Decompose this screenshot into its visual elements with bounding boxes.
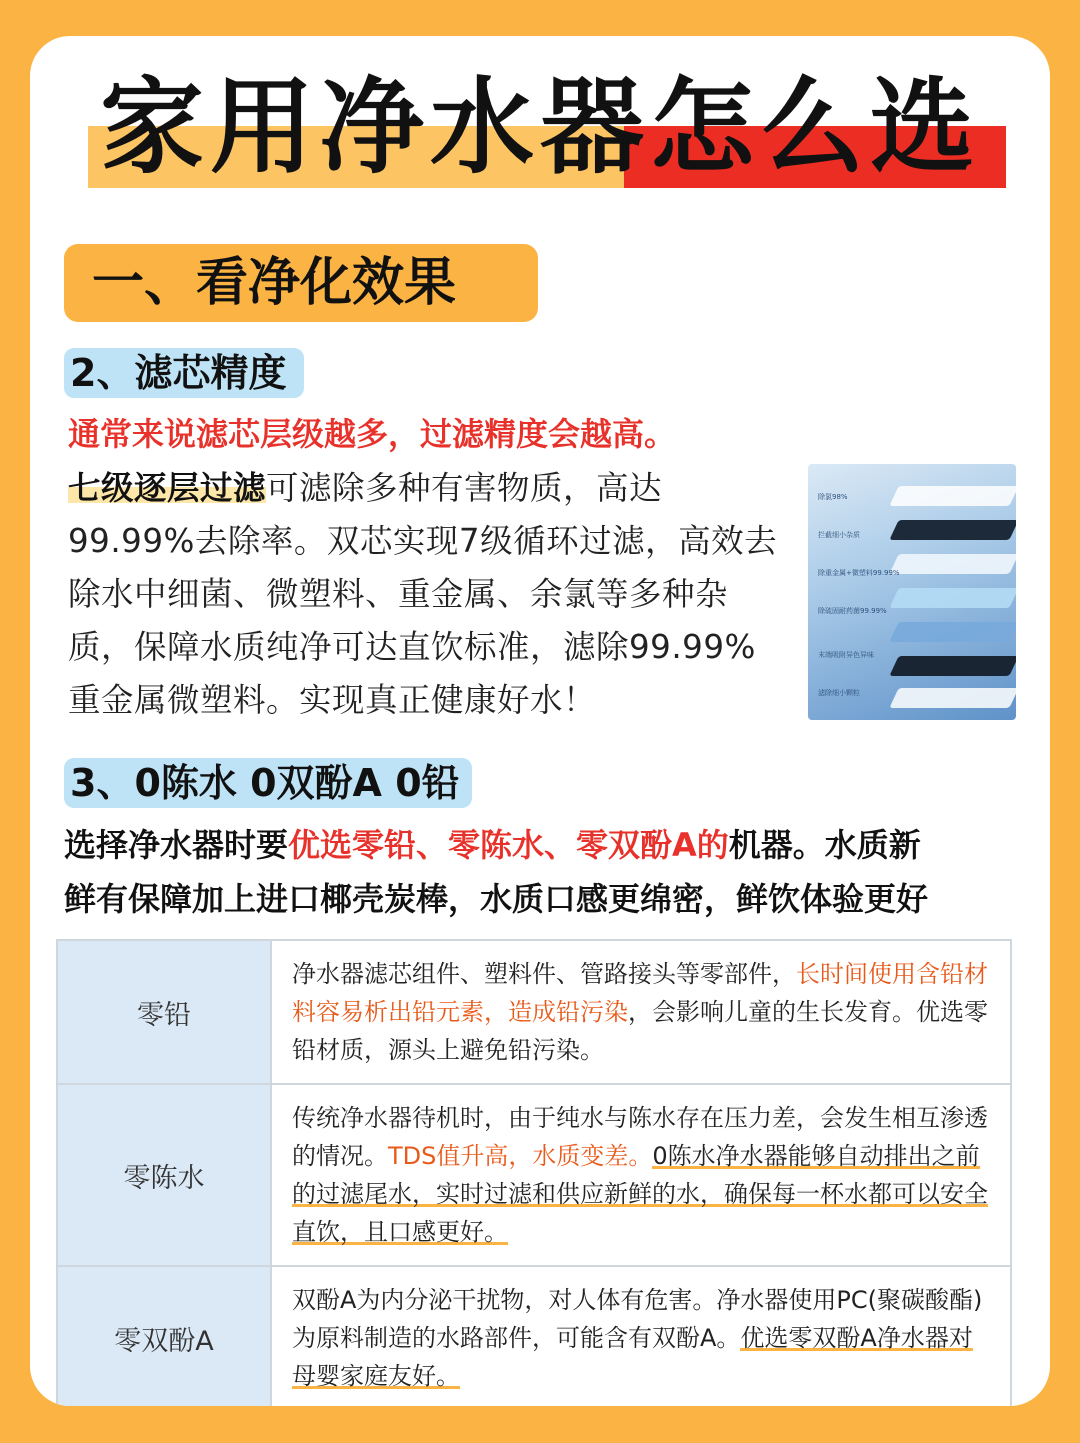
desc-underlined: 优选零双酚A净水器对母婴家庭友好。 [292, 1324, 973, 1390]
table-row [57, 940, 1011, 1084]
filter-image-label: 末端吸附异色异味 [818, 651, 874, 659]
filter-layer [889, 656, 1016, 676]
row-label-zero-stale-water: 零陈水 [57, 1084, 271, 1266]
desc-text: 净水器滤芯组件、塑料件、管路接头等零部件， [292, 960, 796, 988]
filter-image-label: 除硫固耐药菌99.99% [818, 607, 887, 615]
filter-image-label: 除氯98% [818, 493, 848, 501]
subheading-zero-items [64, 758, 472, 808]
desc-underlined: 0陈水净水器能够自动排出之前的过滤尾水，实时过滤和供应新鲜的水，确保每一杯水都可以安全直饮，且口感更好。 [292, 1142, 988, 1246]
filter-layer [889, 486, 1016, 506]
page-title: 家用净水器怎么选 [99, 66, 980, 188]
subheading-zero-text: 3、0陈水 0双酚A 0铅 [70, 761, 460, 805]
row-label-zero-lead: 零铅 [57, 940, 271, 1084]
filter-paragraph-rest: 可滤除多种有害物质，高达99.99%去除率。双芯实现7级循环过滤，高效去除水中细菌、微塑料、重金属、余氯等多种杂质，保障水质纯净可达直饮标准，滤除99.99%重金属微塑料。实现真正健康好水！ [68, 469, 778, 719]
subheading-filter-text: 2、滤芯精度 [70, 351, 287, 395]
row-label-zero-bpa: 零双酚A [57, 1266, 271, 1406]
desc-text: ，会影响儿童的生长发育。优选零铅材质，源头上避免铅污染。 [292, 998, 988, 1064]
filter-key-statement: 通常来说滤芯层级越多，过滤精度会越高。 [68, 415, 677, 453]
section-heading-text: 一、看净化效果 [92, 253, 457, 313]
zero-statement-line1 [64, 818, 1024, 872]
row-desc-zero-lead [271, 940, 1011, 1084]
filter-layer [889, 520, 1016, 540]
desc-text: 双酚A为内分泌干扰物，对人体有危害。净水器使用PC(聚碳酸酯)为原料制造的水路部件，可能含有双酚A。 [292, 1286, 983, 1352]
desc-text: 传统净水器待机时，由于纯水与陈水存在压力差，会发生相互渗透的情况。 [292, 1104, 988, 1170]
filter-layers-image [808, 464, 1016, 720]
filter-image-label: 拦截细小杂质 [818, 531, 860, 539]
filter-layer [889, 622, 1016, 642]
table-row [57, 1084, 1011, 1266]
zero-line1-end: 机器。水质新 [728, 826, 921, 864]
filter-image-label: 滤除细小颗粒 [818, 689, 860, 697]
row-desc-zero-bpa [271, 1266, 1011, 1406]
content-card [30, 36, 1050, 1406]
filter-paragraph [68, 462, 788, 727]
comparison-table [56, 939, 1012, 1406]
filter-image-label: 除重金属+微塑料99.99% [818, 569, 900, 577]
zero-line1-start: 选择净水器时要 [64, 826, 289, 864]
filter-layer [889, 554, 1016, 574]
filter-layer [889, 688, 1016, 708]
row-desc-zero-stale-water [271, 1084, 1011, 1266]
subheading-filter-precision [64, 348, 304, 398]
title-banner [30, 36, 1050, 216]
zero-statement-line2: 鲜有保障加上进口椰壳炭棒，水质口感更绵密，鲜饮体验更好 [64, 880, 929, 918]
table-row [57, 1266, 1011, 1406]
desc-warning: TDS值升高，水质变差。 [388, 1142, 653, 1170]
desc-warning: 长时间使用含铅材料容易析出铅元素，造成铅污染 [292, 960, 988, 1026]
zero-line1-red: 优选零铅、零陈水、零双酚A的 [288, 826, 729, 864]
filter-layer [889, 588, 1016, 608]
section-heading-purification [64, 244, 538, 322]
highlight-seven-stage: 七级逐层过滤 [68, 469, 267, 507]
